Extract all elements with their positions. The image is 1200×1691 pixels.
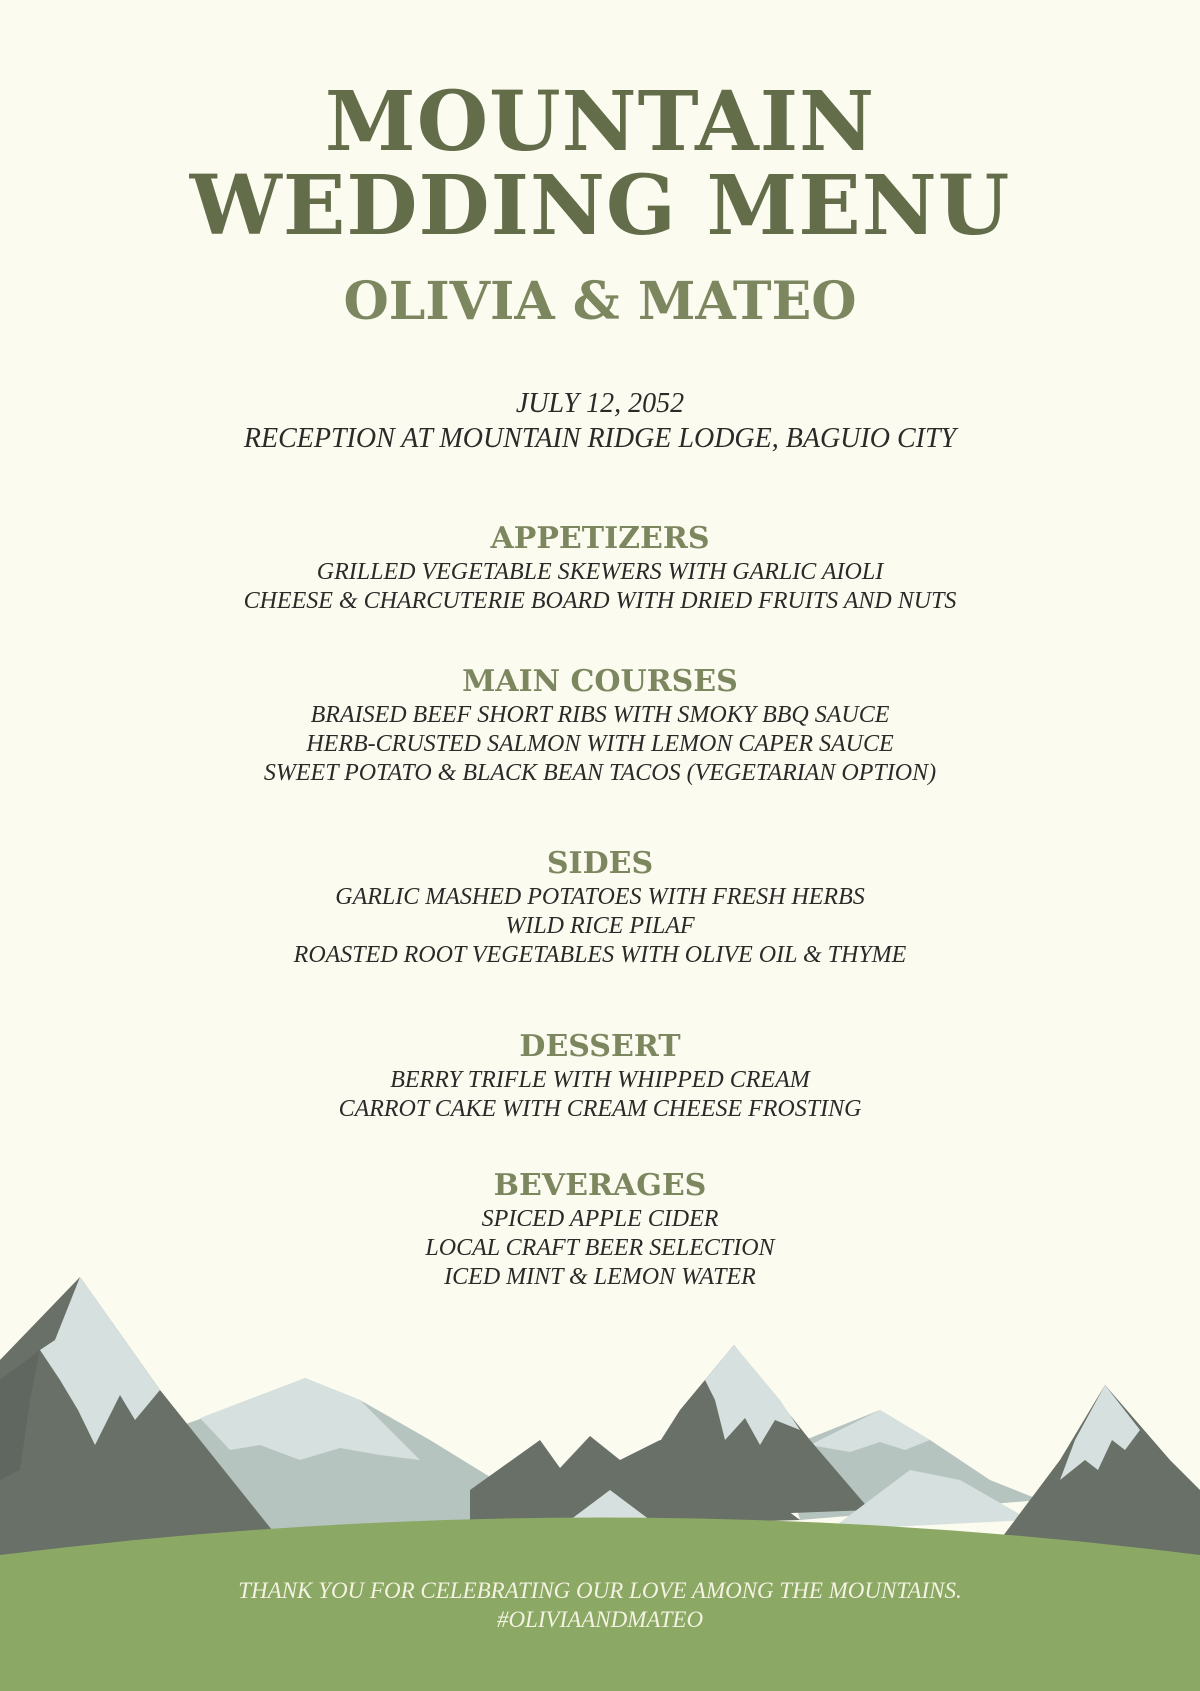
couple-names: OLIVIA & MATEO bbox=[343, 271, 857, 332]
menu-item: LOCAL CRAFT BEER SELECTION bbox=[425, 1235, 775, 1261]
menu-item: ICED MINT & LEMON WATER bbox=[444, 1264, 756, 1290]
section-heading: SIDES bbox=[546, 846, 654, 881]
menu-item: SPICED APPLE CIDER bbox=[481, 1206, 719, 1232]
menu-item: CARROT CAKE WITH CREAM CHEESE FROSTING bbox=[338, 1096, 862, 1122]
menu-item: CHEESE & CHARCUTERIE BOARD WITH DRIED FRUITS AND NUTS bbox=[243, 588, 957, 614]
title-line-1: MOUNTAIN bbox=[324, 74, 876, 170]
section-heading: BEVERAGES bbox=[493, 1168, 707, 1203]
menu-item: SWEET POTATO & BLACK BEAN TACOS (VEGETARIAN OPTION) bbox=[263, 760, 937, 786]
event-date: JULY 12, 2052 bbox=[515, 388, 685, 419]
menu-item: ROASTED ROOT VEGETABLES WITH OLIVE OIL & THYME bbox=[293, 942, 907, 968]
section-heading: APPETIZERS bbox=[490, 521, 710, 556]
menu-item: GARLIC MASHED POTATOES WITH FRESH HERBS bbox=[335, 884, 865, 910]
footer-hashtag: #OLIVIAANDMATEO bbox=[496, 1607, 704, 1632]
menu-item: BRAISED BEEF SHORT RIBS WITH SMOKY BBQ SAUCE bbox=[310, 702, 890, 728]
section-heading: DESSERT bbox=[519, 1029, 681, 1064]
event-info bbox=[0, 386, 1200, 456]
menu-item: WILD RICE PILAF bbox=[505, 913, 695, 939]
footer-thanks: THANK YOU FOR CELEBRATING OUR LOVE AMONG THE MOUNTAINS. bbox=[238, 1578, 962, 1603]
menu-title bbox=[0, 74, 1200, 254]
title-line-2: WEDDING MENU bbox=[189, 158, 1011, 254]
section-appetizers bbox=[0, 520, 1200, 616]
menu-item: HERB-CRUSTED SALMON WITH LEMON CAPER SAUCE bbox=[306, 731, 894, 757]
event-venue: RECEPTION AT MOUNTAIN RIDGE LODGE, BAGUIO CITY bbox=[243, 423, 957, 454]
section-sides bbox=[0, 845, 1200, 970]
section-heading: MAIN COURSES bbox=[462, 664, 738, 699]
footer-message bbox=[0, 1576, 1200, 1634]
section-main-courses bbox=[0, 663, 1200, 788]
menu-item: GRILLED VEGETABLE SKEWERS WITH GARLIC AIOLI bbox=[316, 559, 884, 585]
section-dessert bbox=[0, 1028, 1200, 1124]
menu-item: BERRY TRIFLE WITH WHIPPED CREAM bbox=[390, 1067, 810, 1093]
